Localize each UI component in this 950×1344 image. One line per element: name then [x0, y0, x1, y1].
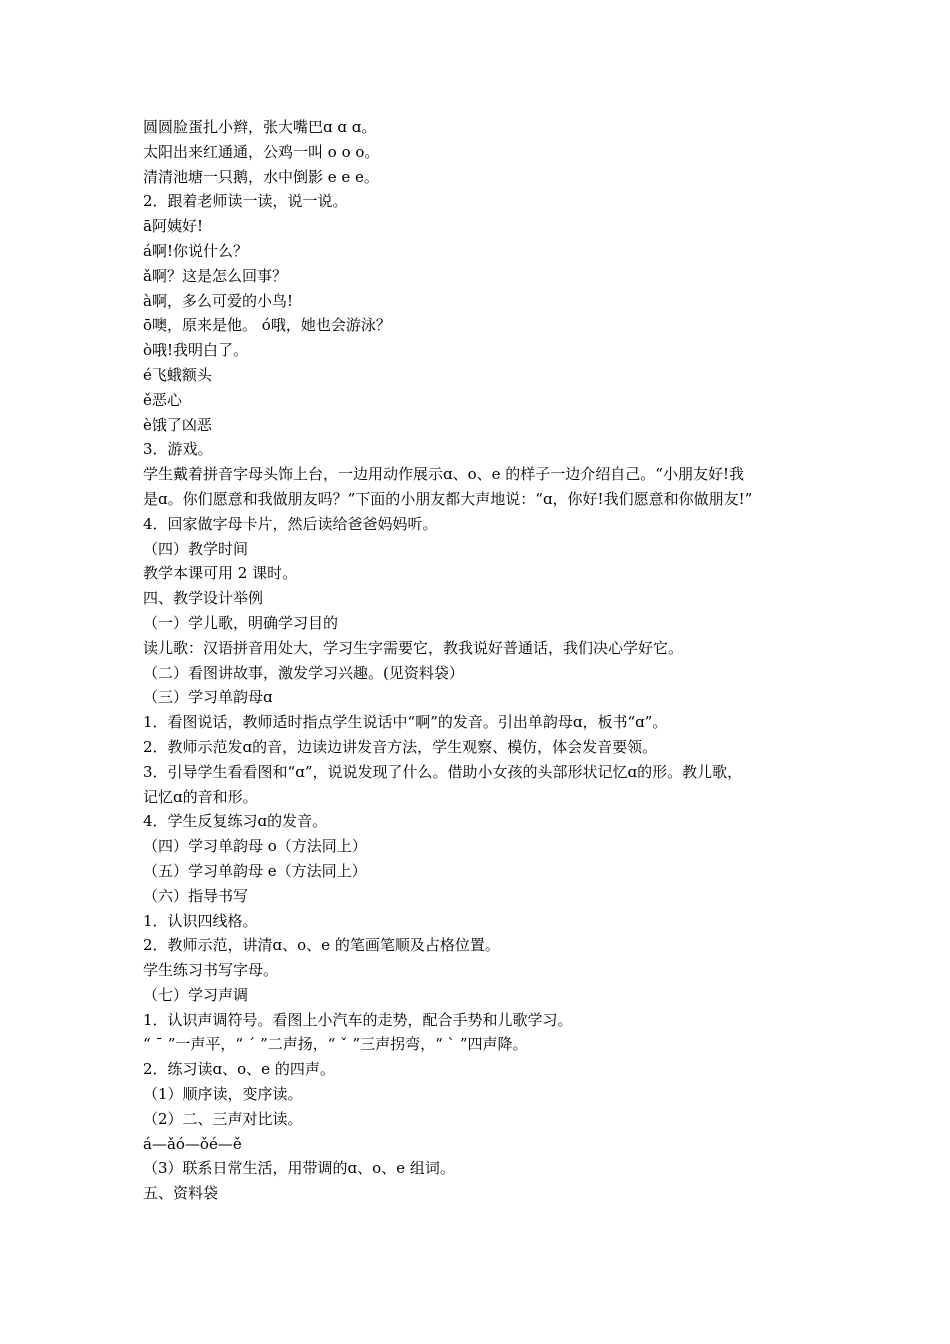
section-subheading: （三）学习单韵母ɑ — [143, 688, 273, 707]
tone-example: ě恶心 — [143, 390, 182, 409]
tone-example: ō噢，原来是他。 ó哦，她也会游泳？ — [143, 316, 391, 335]
rhyme-line-e: 清清池塘一只鹅，水中倒影 e e e。 — [143, 167, 379, 186]
body-paragraph: 学生练习书写字母。 — [143, 961, 279, 980]
tone-comparison: á—ǎó—ǒé—ě — [143, 1134, 242, 1153]
sub-step-item: （3）联系日常生活，用带调的ɑ、o、e 组词。 — [143, 1159, 455, 1178]
step-item: 记忆ɑ的音和形。 — [143, 787, 258, 806]
step-item: 1．认识声调符号。看图上小汽车的走势，配合手势和儿歌学习。 — [143, 1010, 573, 1029]
section-heading: 五、资料袋 — [143, 1184, 219, 1203]
step-item: 4．学生反复练习ɑ的发音。 — [143, 812, 328, 831]
step-item: 2．教师示范发ɑ的音，边读边讲发音方法，学生观察、模仿，体会发音要领。 — [143, 737, 658, 756]
rhyme-line-a: 圆圆脸蛋扎小辫，张大嘴巴ɑ ɑ ɑ。 — [143, 118, 377, 136]
body-paragraph: 教学本课可用 2 课时。 — [143, 564, 298, 583]
tone-example: è饿了凶恶 — [143, 415, 212, 434]
step-item: 1．看图说话，教师适时指点学生说话中“啊”的发音。引出单韵母ɑ，板书“ɑ”。 — [143, 713, 668, 732]
tone-example: ā阿姨好! — [143, 217, 203, 236]
section-subheading: （五）学习单韵母 e（方法同上） — [143, 861, 367, 880]
tone-example: á啊!你说什么？ — [143, 241, 248, 260]
step-heading: 3．游戏。 — [143, 440, 213, 459]
tone-example: à啊，多么可爱的小鸟! — [143, 291, 293, 310]
tone-example: ò哦!我明白了。 — [143, 341, 249, 360]
section-subheading: （二）看图讲故事，激发学习兴趣。(见资料袋） — [143, 663, 464, 682]
section-subheading: （六）指导书写 — [143, 886, 249, 905]
step-item: 2．教师示范，讲清ɑ、o、e 的笔画笔顺及占格位置。 — [143, 936, 500, 955]
step-item: 2．练习读ɑ、o、e 的四声。 — [143, 1060, 335, 1079]
section-subheading: （一）学儿歌，明确学习目的 — [143, 613, 339, 632]
document-body — [143, 115, 823, 1206]
section-subheading: （四）学习单韵母 o（方法同上） — [143, 837, 367, 856]
tone-example: é飞蛾额头 — [143, 365, 212, 384]
body-paragraph: 读儿歌：汉语拼音用处大，学习生字需要它，教我说好普通话，我们决心学好它。 — [143, 638, 684, 657]
section-subheading: （四）教学时间 — [143, 539, 249, 558]
section-heading: 四、教学设计举例 — [143, 589, 264, 608]
sub-step-item: （1）顺序读，变序读。 — [143, 1085, 303, 1104]
step-item: 3．引导学生看看图和“ɑ”，说说发现了什么。借助小女孩的头部形状记忆ɑ的形。教儿歌， — [143, 762, 743, 781]
tone-example: ǎ啊？这是怎么回事？ — [143, 266, 287, 285]
step-item: 1．认识四线格。 — [143, 911, 258, 930]
sub-step-item: （2）二、三声对比读。 — [143, 1109, 303, 1128]
tone-rhyme: “ ˉ ”一声平，“ ˊ ”二声扬，“ ˇ ”三声拐弯，“ ˋ ”四声降。 — [143, 1035, 528, 1054]
rhyme-line-o: 太阳出来红通通，公鸡一叫 o o o。 — [143, 142, 380, 161]
body-paragraph: 学生戴着拼音字母头饰上台，一边用动作展示ɑ、o、e 的样子一边介绍自己。“小朋友好!我 — [143, 465, 744, 484]
step-heading: 2．跟着老师读一读，说一说。 — [143, 192, 348, 211]
body-paragraph: 是ɑ。你们愿意和我做朋友吗？”下面的小朋友都大声地说：“ɑ，你好!我们愿意和你做朋友!” — [143, 489, 753, 508]
section-subheading: （七）学习声调 — [143, 985, 249, 1004]
step-heading: 4．回家做字母卡片，然后读给爸爸妈妈听。 — [143, 514, 438, 533]
